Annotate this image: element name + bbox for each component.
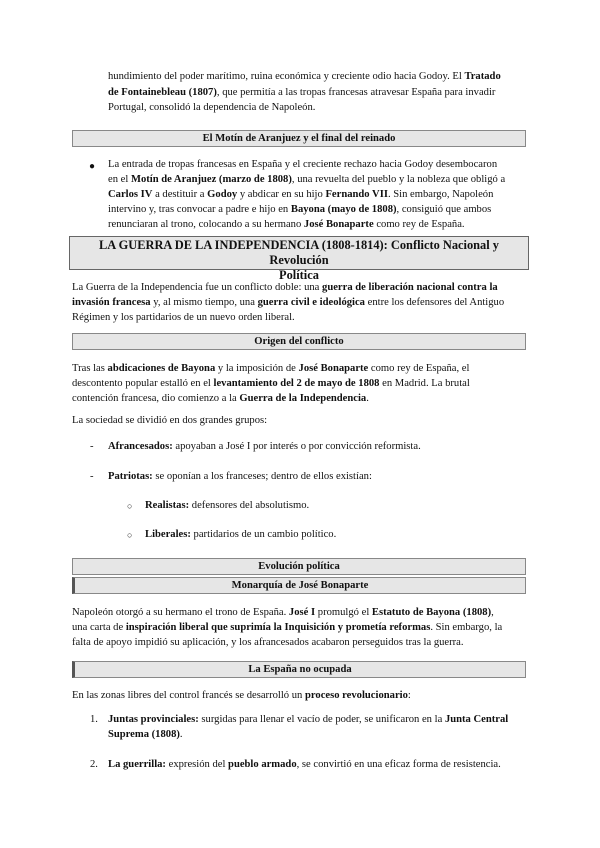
realistas-item: Realistas: defensores del absolutismo. bbox=[145, 500, 310, 511]
motin-line-2: en el Motín de Aranjuez (marzo de 1808), una revuelta del pueblo y la nobleza que obligó a bbox=[108, 174, 506, 185]
evolucion-line-3: falta de apoyo impidió su aplicación, y los afrancesados acabaron perseguidos tras la guerra. bbox=[72, 637, 464, 648]
guerra-line-1: La Guerra de la Independencia fue un conflicto doble: una guerra de liberación nacional contra la bbox=[72, 282, 498, 293]
bullet-icon: ● bbox=[89, 161, 96, 172]
patriotas-item: Patriotas: se oponían a los franceses; dentro de ellos existían: bbox=[108, 471, 372, 482]
origen-line-2: descontento popular estalló en el levantamiento del 2 de mayo de 1808 en Madrid. La brutal bbox=[72, 378, 470, 389]
guerra-title bbox=[69, 236, 529, 282]
evolucion-line-1: Napoleón otorgó a su hermano el trono de España. José I promulgó el Estatuto de Bayona (1808), bbox=[72, 607, 494, 618]
evolucion-heading: Evolución política bbox=[72, 558, 526, 575]
motin-heading: El Motín de Aranjuez y el final del reinado bbox=[72, 130, 526, 147]
origen-heading: Origen del conflicto bbox=[72, 333, 526, 350]
no-ocupada-line-1: En las zonas libres del control francés se desarrolló un proceso revolucionario: bbox=[72, 690, 411, 701]
intro-line-1: hundimiento del poder marítimo, ruina económica y creciente odio hacia Godoy. El Tratado bbox=[108, 71, 501, 82]
circle-marker: ○ bbox=[127, 501, 133, 511]
guerra-line-3: Régimen y los partidarios de un nuevo orden liberal. bbox=[72, 312, 295, 323]
motin-line-4: intervino y, tras convocar a padre e hijo en Bayona (mayo de 1808), consiguió que ambos bbox=[108, 204, 492, 215]
motin-line-1: La entrada de tropas francesas en España y el creciente rechazo hacia Godoy desembocaron bbox=[108, 159, 498, 170]
list-number: 2. bbox=[90, 759, 98, 770]
grupos-intro: La sociedad se dividió en dos grandes grupos: bbox=[72, 415, 268, 426]
list-number: 1. bbox=[90, 714, 98, 725]
motin-line-3: Carlos IV a destituir a Godoy y abdicar en su hijo Fernando VII. Sin embargo, Napoleón bbox=[108, 189, 494, 200]
dash-marker: - bbox=[90, 471, 94, 482]
guerra-title-line-2: Política bbox=[279, 268, 319, 282]
dash-marker: - bbox=[90, 441, 94, 452]
juntas-line-2: Suprema (1808). bbox=[108, 729, 183, 740]
guerra-line-2: invasión francesa y, al mismo tiempo, una guerra civil e ideológica entre los defensores del Antiguo bbox=[72, 297, 505, 308]
guerrilla-line-1: La guerrilla: expresión del pueblo armado, se convirtió en una eficaz forma de resistencia. bbox=[108, 759, 501, 770]
evolucion-line-2: una carta de inspiración liberal que suprimía la Inquisición y prometía reformas. Sin embargo, la bbox=[72, 622, 503, 633]
intro-line-2: de Fontainebleau (1807), que permitía a las tropas francesas atravesar España para invadir bbox=[108, 87, 496, 98]
origen-line-1: Tras las abdicaciones de Bayona y la imposición de José Bonaparte como rey de España, el bbox=[72, 363, 470, 374]
afrancesados-item: Afrancesados: apoyaban a José I por interés o por convicción reformista. bbox=[108, 441, 421, 452]
monarquia-subheading: Monarquía de José Bonaparte bbox=[72, 577, 526, 594]
motin-line-5: renunciaran al trono, colocando a su hermano José Bonaparte como rey de España. bbox=[108, 219, 465, 230]
circle-marker: ○ bbox=[127, 530, 133, 540]
liberales-item: Liberales: partidarios de un cambio político. bbox=[145, 529, 337, 540]
origen-line-3: contención francesa, dio comienzo a la Guerra de la Independencia. bbox=[72, 393, 369, 404]
juntas-line-1: Juntas provinciales: surgidas para llenar el vacío de poder, se unificaron en la Junta Central bbox=[108, 714, 509, 725]
intro-line-3: Portugal, consolidó la dependencia de Napoleón. bbox=[108, 102, 316, 113]
guerra-title-line-1: LA GUERRA DE LA INDEPENDENCIA (1808-1814): Conflicto Nacional y Revolución bbox=[99, 238, 499, 267]
no-ocupada-heading: La España no ocupada bbox=[72, 661, 526, 678]
